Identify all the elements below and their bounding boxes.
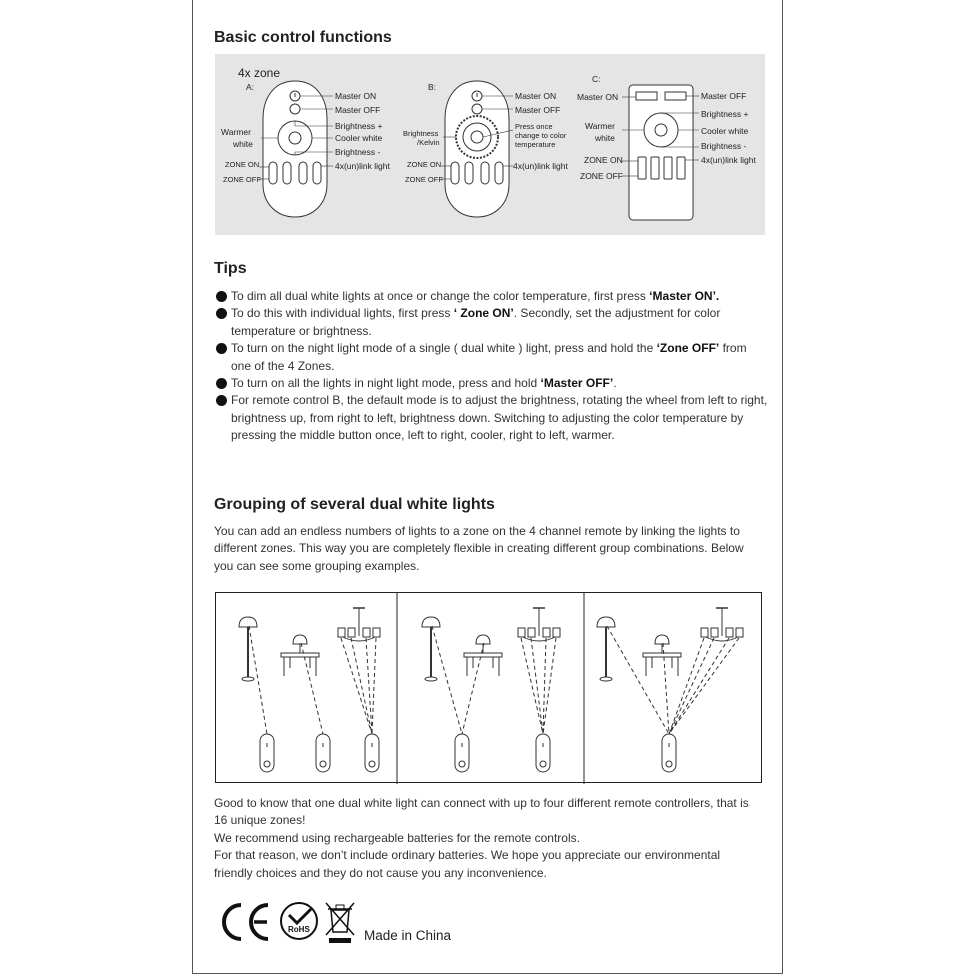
remote-diagram bbox=[215, 54, 765, 235]
remote-a-brightness-plus: Brightness + bbox=[335, 121, 383, 131]
tip-item: For remote control B, the default mode is to adjust the brightness, rotating the wheel from left to right, brightness up, from right to left, brightness down. Switching to adjusting the color temperature by pressing the middle button once, left to right, cooler, right to left, warmer. bbox=[214, 392, 769, 444]
remote-b-master-on: Master ON bbox=[515, 91, 557, 101]
table-lamp-icon bbox=[464, 635, 502, 676]
remote-b-master-off: Master OFF bbox=[515, 105, 561, 115]
bullet-icon bbox=[216, 395, 227, 406]
ce-c-letter bbox=[224, 905, 241, 939]
remote-c-link-light: 4x(un)link light bbox=[701, 155, 756, 165]
remote-b-press-line1: Press once bbox=[515, 122, 553, 131]
remote-b-letter: B: bbox=[428, 82, 437, 92]
heading-basic-control: Basic control functions bbox=[214, 29, 392, 46]
tip-item: To dim all dual white lights at once or change the color temperature, first press ‘Master ON’. bbox=[214, 288, 769, 305]
grouping-diagram bbox=[216, 593, 763, 784]
remote-a-link-light: 4x(un)link light bbox=[335, 161, 390, 171]
remote-a-brightness-minus: Brightness - bbox=[335, 147, 381, 157]
grouping-intro: You can add an endless numbers of lights to a zone on the 4 channel remote by linking the lights to different zones. This way you are completely flexible in creating different group combinations. Below you can see some grouping examples. bbox=[214, 524, 744, 573]
chandelier-icon bbox=[338, 608, 380, 641]
floor-lamp-icon bbox=[239, 617, 257, 681]
remote-b-zone-off: ZONE OFF bbox=[405, 175, 443, 184]
remote-a-warmer-line1: Warmer bbox=[221, 127, 251, 137]
rohs-label: RoHS bbox=[288, 925, 310, 934]
remote-a-zone-off: ZONE OFF bbox=[223, 175, 261, 184]
footer-line3: For that reason, we don’t include ordinary batteries. We hope you appreciate our environmental friendly choices and they do not cause you any inconvenience. bbox=[214, 848, 721, 880]
crossed-bin-icon bbox=[323, 900, 357, 944]
remote-icon bbox=[536, 734, 550, 772]
remote-a-warmer-line2: white bbox=[233, 139, 253, 149]
table-lamp-icon bbox=[643, 635, 681, 676]
zone-title: 4x zone bbox=[238, 66, 281, 80]
remote-b-press-line3: temperature bbox=[515, 140, 556, 149]
remote-b-link-light: 4x(un)link light bbox=[513, 161, 568, 171]
heading-tips: Tips bbox=[214, 260, 247, 277]
remote-c bbox=[577, 74, 756, 220]
remote-a-letter: A: bbox=[246, 82, 255, 92]
remote-c-cooler-white: Cooler white bbox=[701, 126, 749, 136]
bullet-icon bbox=[216, 308, 227, 319]
remote-c-warmer-line2: white bbox=[595, 133, 615, 143]
grouping-example-1 bbox=[239, 608, 380, 772]
bullet-icon bbox=[216, 378, 227, 389]
bullet-icon bbox=[216, 291, 227, 302]
footer-line1: Good to know that one dual white light can connect with up to four different remote controllers, that is 16 unique zones! bbox=[214, 796, 749, 828]
remote-b-press-line2: change to color bbox=[515, 131, 567, 140]
remote-b-brightness-line2: /Kelvin bbox=[417, 138, 440, 147]
remote-icon bbox=[662, 734, 676, 772]
tip-item: To turn on the night light mode of a single ( dual white ) light, press and hold the ‘Zone OFF’ from one of the 4 Zones. bbox=[214, 340, 769, 375]
bullet-icon bbox=[216, 343, 227, 354]
chandelier-icon bbox=[701, 608, 743, 641]
remote-c-letter: C: bbox=[592, 74, 601, 84]
remote-a-zone-on: ZONE ON bbox=[225, 160, 260, 169]
remote-icon bbox=[365, 734, 379, 772]
footer-line2: We recommend using rechargeable batteries for the remote controls. bbox=[214, 830, 580, 845]
remote-a-master-on: Master ON bbox=[335, 91, 377, 101]
remote-c-brightness-minus: Brightness - bbox=[701, 141, 747, 151]
remote-c-warmer-line1: Warmer bbox=[585, 121, 615, 131]
tip-item: To do this with individual lights, first press ‘ Zone ON’. Secondly, set the adjustment for color temperature or brightness. bbox=[214, 305, 769, 340]
remote-c-zone-on: ZONE ON bbox=[584, 155, 623, 165]
grouping-example-3 bbox=[597, 608, 743, 772]
grouping-examples bbox=[215, 592, 762, 783]
remote-a bbox=[221, 81, 390, 217]
remote-icon bbox=[455, 734, 469, 772]
remote-c-master-on: Master ON bbox=[577, 92, 619, 102]
remote-b-zone-on: ZONE ON bbox=[407, 160, 442, 169]
remote-c-body bbox=[629, 85, 693, 220]
footer-text bbox=[214, 795, 759, 882]
floor-lamp-icon bbox=[422, 617, 440, 681]
table-lamp-icon bbox=[281, 635, 319, 676]
remote-icon bbox=[260, 734, 274, 772]
remote-a-master-off: Master OFF bbox=[335, 105, 381, 115]
floor-lamp-icon bbox=[597, 617, 615, 681]
made-in-label: Made in China bbox=[364, 928, 452, 943]
remote-c-brightness-plus: Brightness + bbox=[701, 109, 749, 119]
remote-diagram-panel bbox=[215, 54, 765, 235]
remote-a-cooler-white: Cooler white bbox=[335, 133, 383, 143]
remote-b bbox=[403, 81, 568, 217]
remote-c-zone-off: ZONE OFF bbox=[580, 171, 623, 181]
remote-icon bbox=[316, 734, 330, 772]
remote-b-brightness-line1: Brightness bbox=[403, 129, 439, 138]
tip-item: To turn on all the lights in night light mode, press and hold ‘Master OFF’. bbox=[214, 375, 769, 392]
heading-grouping: Grouping of several dual white lights bbox=[214, 496, 495, 513]
chandelier-icon bbox=[518, 608, 560, 641]
grouping-example-2 bbox=[422, 608, 560, 772]
tips-list bbox=[214, 288, 769, 445]
remote-c-master-off: Master OFF bbox=[701, 91, 747, 101]
